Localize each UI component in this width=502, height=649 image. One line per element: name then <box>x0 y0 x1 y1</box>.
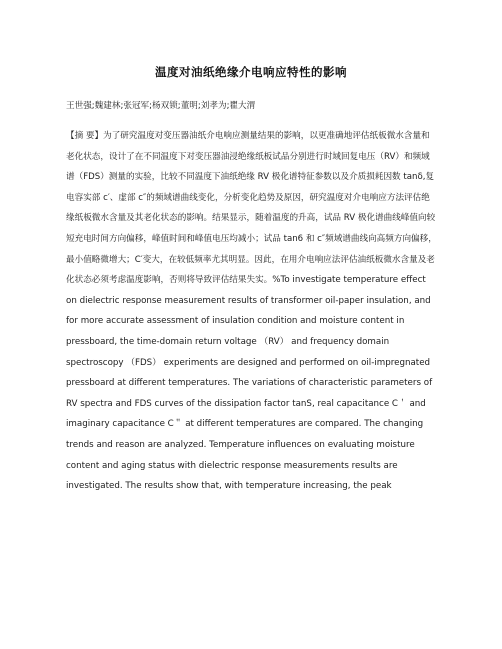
abstract-label: 【摘 要】 <box>66 131 104 141</box>
document-title: 温度对油纸绝缘介电响应特性的影响 <box>155 65 347 79</box>
document-authors: 王世强;魏建林;张冠军;杨双锁;董明;刘孝为;瞿大渭 <box>66 101 256 111</box>
abstract-english-text: %To investigate temperature effect on dielectric response measurement results of transformer oil-paper insulation, and for more accurate assessment of insulation condition and moisture content in pressboard, the time-domain return voltage （RV） and frequency domain spectroscopy （FDS） experiments are designed and performed on oil-impregnated pressboard at different temperatures. The variations of characteristic parameters of RV spectra and FDS curves of the dissipation factor tanS, real capacitance C＇ and imaginary capacitance C＂ at different temperatures are compared. The changing trends and reason are analyzed. Temperature influences on evaluating moisture content and aging status with dielectric response measurements results are investigated. The results show that, with temperature increasing, the peak <box>66 275 433 492</box>
abstract-chinese-text: 为了研究温度对变压器油纸介电响应测量结果的影响，以更准确地评估纸板微水含量和老化状态，设计了在不同温度下对变压器油浸绝缘纸板试品分别进行时域回复电压（RV）和频域谱（FDS）测量的实验，比较不同温度下油纸绝缘 RV 极化谱特征参数以及介质损耗因数 tanδ,复电容实部 c′、虚部 c″的频域谱曲线变化，分析变化趋势及原因，研究温度对介电响应方法评估绝缘纸板微水含量及其老化状态的影响。结果显示，随着温度的升高，试品 RV 极化谱曲线峰值向较短充电时间方向偏移，峰值时间和峰值电压均减小；试品 tan6 和 c″频域谱曲线向高频方向偏移，最小值略微增大；C′变大，在较低频率尤其明显。因此，在用介电响应法评估油纸板微水含量及老化状态必须考虑温度影响，否则将导致评估结果失实。 <box>66 131 437 286</box>
document-abstract <box>66 126 438 497</box>
